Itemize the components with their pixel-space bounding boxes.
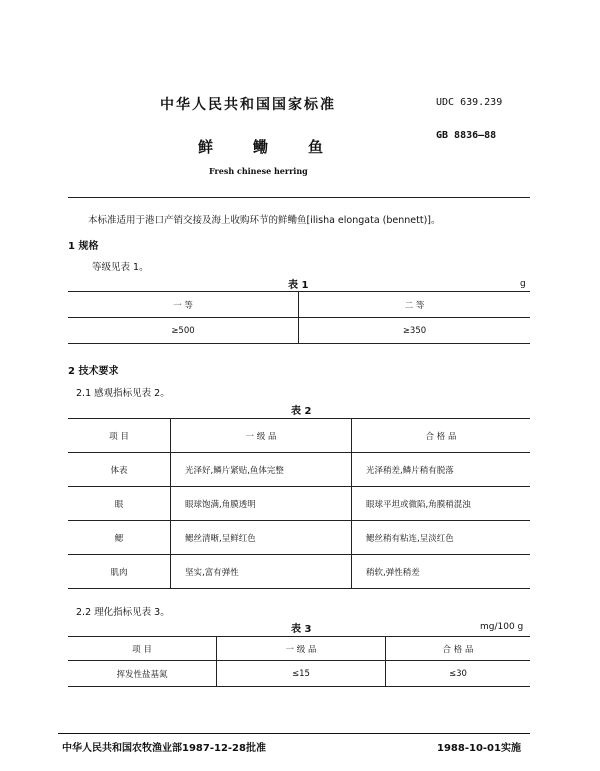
table-2-qualified-cell: 稍软,弹性稍差 [352,555,531,589]
table-1-header-row [68,292,530,318]
table-1-caption: 表 1 [288,280,309,291]
table-2-header-row [68,419,530,453]
section-2-1-text: 2.1 感观指标见表 2。 [76,388,170,399]
table-1-cell: ≥500 [68,318,299,344]
section-2-2-text: 2.2 理化指标见表 3。 [76,607,170,618]
table-3-first-grade-cell: ≤15 [217,661,386,687]
table-2-qualified-cell: 眼球平坦或微陷,角膜稍混浊 [352,487,531,521]
table-2-header-cell: 合 格 品 [352,419,531,453]
table-3-header-cell: 项 目 [68,637,217,661]
section-1-heading: 1 规格 [68,241,99,252]
table-2-qualified-cell: 光泽稍差,鳞片稍有脱落 [352,453,531,487]
table-2-first-grade-cell: 眼球饱满,角膜透明 [171,487,352,521]
intro-paragraph: 本标准适用于港口产销交接及海上收购环节的鲜鳓鱼[ilisha elongata (bennett)]。 [88,215,441,226]
implementation-date: 1988-10-01实施 [437,743,521,754]
table-2-first-grade-cell: 光泽好,鳞片紧贴,鱼体完整 [171,453,352,487]
table-row [68,661,530,687]
table-2-first-grade-cell: 鳃丝清晰,呈鲜红色 [171,521,352,555]
section-1-text: 等级见表 1。 [92,262,149,273]
table-2-qualified-cell: 鳃丝稍有粘连,呈淡红色 [352,521,531,555]
english-name: Fresh chinese herring [209,166,308,176]
table-2-item-cell: 鳃 [68,521,171,555]
table-3 [68,636,530,687]
table-3-qualified-cell: ≤30 [386,661,531,687]
table-3-caption: 表 3 [291,624,312,635]
table-2-header-cell: 项 目 [68,419,171,453]
udc-code: UDC 639.239 [436,97,503,108]
table-2-item-cell: 体表 [68,453,171,487]
table-3-item-cell: 挥发性盐基氮 [68,661,217,687]
table-1-cell: ≥350 [299,318,531,344]
table-row [68,487,530,521]
table-1-header-cell: 二 等 [299,292,531,318]
approval-note: 中华人民共和国农牧渔业部1987-12-28批准 [62,743,266,754]
table-1-header-cell: 一 等 [68,292,299,318]
product-name: 鲜鳓鱼 [198,138,364,156]
table-3-unit: mg/100 g [480,622,524,632]
table-row [68,318,530,344]
table-row [68,555,530,589]
table-2-item-cell: 肌肉 [68,555,171,589]
table-1 [68,291,530,344]
header-rule [68,197,530,198]
footer-rule [58,733,530,734]
table-3-header-cell: 合 格 品 [386,637,531,661]
table-2-header-cell: 一 级 品 [171,419,352,453]
table-row [68,521,530,555]
table-1-unit: g [520,279,526,289]
section-2-heading: 2 技术要求 [68,366,119,377]
table-3-header-row [68,637,530,661]
table-3-header-cell: 一 级 品 [217,637,386,661]
table-row [68,453,530,487]
table-2 [68,418,530,589]
gb-number: GB 8836—88 [436,130,497,141]
table-2-item-cell: 眼 [68,487,171,521]
table-2-first-grade-cell: 坚实,富有弹性 [171,555,352,589]
standard-title: 中华人民共和国国家标准 [160,97,336,113]
table-2-caption: 表 2 [291,406,312,417]
